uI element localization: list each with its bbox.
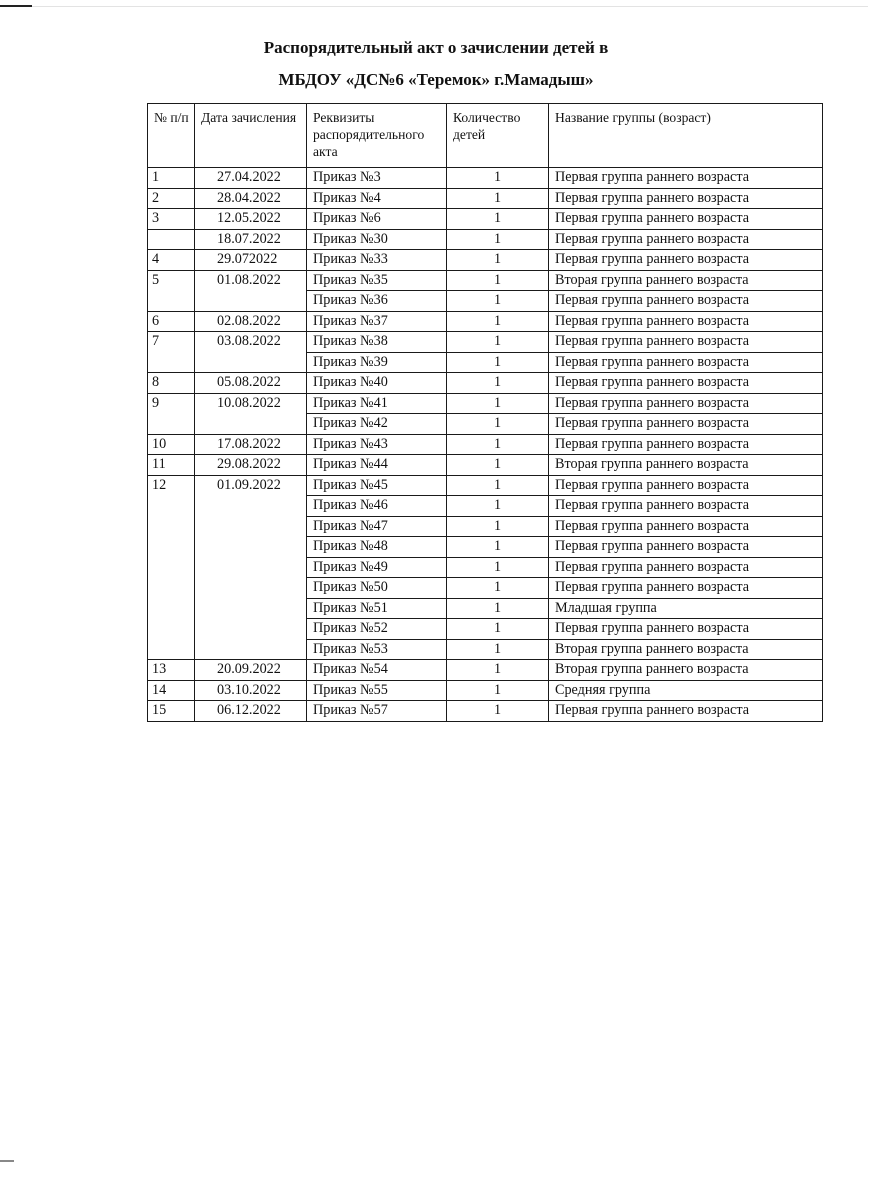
cell-group: Первая группа раннего возраста	[549, 332, 823, 353]
cell-group: Первая группа раннего возраста	[549, 619, 823, 640]
cell-date: 01.09.2022	[195, 475, 307, 660]
header-group: Название группы (возраст)	[549, 104, 823, 168]
header-act: Реквизиты распорядительного акта	[307, 104, 447, 168]
cell-number: 7	[148, 332, 195, 373]
cell-group: Первая группа раннего возраста	[549, 516, 823, 537]
table-header-row	[148, 104, 823, 168]
cell-act: Приказ №33	[307, 250, 447, 271]
cell-count: 1	[447, 434, 549, 455]
cell-group: Вторая группа раннего возраста	[549, 660, 823, 681]
cell-number	[148, 229, 195, 250]
cell-number: 1	[148, 168, 195, 189]
cell-number: 9	[148, 393, 195, 434]
cell-number: 13	[148, 660, 195, 681]
cell-count: 1	[447, 311, 549, 332]
table-row	[148, 209, 823, 230]
cell-count: 1	[447, 209, 549, 230]
cell-group: Первая группа раннего возраста	[549, 188, 823, 209]
cell-group: Вторая группа раннего возраста	[549, 639, 823, 660]
cell-count: 1	[447, 291, 549, 312]
cell-number: 11	[148, 455, 195, 476]
table-row	[148, 680, 823, 701]
table-row	[148, 475, 823, 496]
cell-date: 02.08.2022	[195, 311, 307, 332]
cell-date: 28.04.2022	[195, 188, 307, 209]
cell-act: Приказ №6	[307, 209, 447, 230]
cell-act: Приказ №42	[307, 414, 447, 435]
cell-count: 1	[447, 496, 549, 517]
cell-date: 29.072022	[195, 250, 307, 271]
cell-group: Первая группа раннего возраста	[549, 291, 823, 312]
cell-count: 1	[447, 455, 549, 476]
cell-number: 4	[148, 250, 195, 271]
cell-count: 1	[447, 332, 549, 353]
cell-act: Приказ №40	[307, 373, 447, 394]
table-body	[148, 168, 823, 722]
cell-group: Первая группа раннего возраста	[549, 537, 823, 558]
table-row	[148, 660, 823, 681]
cell-number: 12	[148, 475, 195, 660]
cell-group: Первая группа раннего возраста	[549, 701, 823, 722]
scan-edge-mark-bottom	[0, 1160, 14, 1162]
cell-act: Приказ №53	[307, 639, 447, 660]
cell-number: 6	[148, 311, 195, 332]
header-date: Дата зачисления	[195, 104, 307, 168]
cell-number: 14	[148, 680, 195, 701]
table-row	[148, 393, 823, 414]
cell-count: 1	[447, 578, 549, 599]
cell-count: 1	[447, 188, 549, 209]
cell-count: 1	[447, 598, 549, 619]
cell-number: 15	[148, 701, 195, 722]
cell-date: 29.08.2022	[195, 455, 307, 476]
cell-number: 5	[148, 270, 195, 311]
cell-date: 06.12.2022	[195, 701, 307, 722]
cell-count: 1	[447, 619, 549, 640]
cell-count: 1	[447, 352, 549, 373]
table-row	[148, 332, 823, 353]
cell-group: Средняя группа	[549, 680, 823, 701]
cell-act: Приказ №45	[307, 475, 447, 496]
cell-date: 05.08.2022	[195, 373, 307, 394]
enrollment-table	[147, 103, 823, 722]
scan-edge-line	[32, 6, 868, 7]
cell-group: Первая группа раннего возраста	[549, 311, 823, 332]
cell-date: 17.08.2022	[195, 434, 307, 455]
cell-act: Приказ №35	[307, 270, 447, 291]
cell-group: Первая группа раннего возраста	[549, 578, 823, 599]
cell-count: 1	[447, 537, 549, 558]
cell-group: Первая группа раннего возраста	[549, 414, 823, 435]
cell-count: 1	[447, 639, 549, 660]
cell-act: Приказ №3	[307, 168, 447, 189]
table-row	[148, 311, 823, 332]
header-number: № п/п	[148, 104, 195, 168]
cell-date: 03.10.2022	[195, 680, 307, 701]
cell-act: Приказ №44	[307, 455, 447, 476]
cell-act: Приказ №50	[307, 578, 447, 599]
cell-date: 18.07.2022	[195, 229, 307, 250]
cell-date: 10.08.2022	[195, 393, 307, 434]
cell-count: 1	[447, 660, 549, 681]
document-title-line-1: Распорядительный акт о зачислении детей в	[263, 38, 609, 57]
table-row	[148, 434, 823, 455]
cell-group: Первая группа раннего возраста	[549, 168, 823, 189]
cell-group: Младшая группа	[549, 598, 823, 619]
cell-date: 12.05.2022	[195, 209, 307, 230]
cell-act: Приказ №49	[307, 557, 447, 578]
cell-group: Первая группа раннего возраста	[549, 557, 823, 578]
cell-count: 1	[447, 229, 549, 250]
cell-act: Приказ №43	[307, 434, 447, 455]
cell-count: 1	[447, 414, 549, 435]
cell-group: Первая группа раннего возраста	[549, 434, 823, 455]
cell-count: 1	[447, 557, 549, 578]
cell-act: Приказ №4	[307, 188, 447, 209]
cell-date: 03.08.2022	[195, 332, 307, 373]
table-row	[148, 250, 823, 271]
cell-act: Приказ №48	[307, 537, 447, 558]
cell-act: Приказ №39	[307, 352, 447, 373]
cell-act: Приказ №57	[307, 701, 447, 722]
cell-act: Приказ №55	[307, 680, 447, 701]
scan-edge-mark	[0, 5, 32, 7]
cell-count: 1	[447, 680, 549, 701]
cell-count: 1	[447, 475, 549, 496]
cell-count: 1	[447, 516, 549, 537]
cell-act: Приказ №30	[307, 229, 447, 250]
cell-count: 1	[447, 393, 549, 414]
cell-group: Первая группа раннего возраста	[549, 393, 823, 414]
cell-group: Первая группа раннего возраста	[549, 250, 823, 271]
cell-group: Первая группа раннего возраста	[549, 229, 823, 250]
table-row	[148, 188, 823, 209]
cell-number: 10	[148, 434, 195, 455]
cell-count: 1	[447, 373, 549, 394]
cell-date: 20.09.2022	[195, 660, 307, 681]
cell-number: 8	[148, 373, 195, 394]
cell-group: Первая группа раннего возраста	[549, 475, 823, 496]
cell-count: 1	[447, 250, 549, 271]
cell-group: Вторая группа раннего возраста	[549, 455, 823, 476]
cell-count: 1	[447, 168, 549, 189]
table-row	[148, 373, 823, 394]
cell-group: Первая группа раннего возраста	[549, 209, 823, 230]
table-row	[148, 701, 823, 722]
cell-count: 1	[447, 270, 549, 291]
cell-group: Первая группа раннего возраста	[549, 496, 823, 517]
cell-act: Приказ №46	[307, 496, 447, 517]
cell-act: Приказ №51	[307, 598, 447, 619]
cell-act: Приказ №47	[307, 516, 447, 537]
cell-number: 3	[148, 209, 195, 230]
cell-act: Приказ №52	[307, 619, 447, 640]
cell-act: Приказ №36	[307, 291, 447, 312]
header-count: Количество детей	[447, 104, 549, 168]
table-row	[148, 270, 823, 291]
cell-group: Первая группа раннего возраста	[549, 352, 823, 373]
table-row	[148, 229, 823, 250]
cell-group: Вторая группа раннего возраста	[549, 270, 823, 291]
cell-act: Приказ №38	[307, 332, 447, 353]
cell-group: Первая группа раннего возраста	[549, 373, 823, 394]
document-title-line-2: МБДОУ «ДС№6 «Теремок» г.Мамадыш»	[278, 70, 594, 89]
table-row	[148, 455, 823, 476]
cell-act: Приказ №54	[307, 660, 447, 681]
cell-date: 27.04.2022	[195, 168, 307, 189]
cell-date: 01.08.2022	[195, 270, 307, 311]
cell-count: 1	[447, 701, 549, 722]
cell-number: 2	[148, 188, 195, 209]
table-row	[148, 168, 823, 189]
cell-act: Приказ №41	[307, 393, 447, 414]
cell-act: Приказ №37	[307, 311, 447, 332]
